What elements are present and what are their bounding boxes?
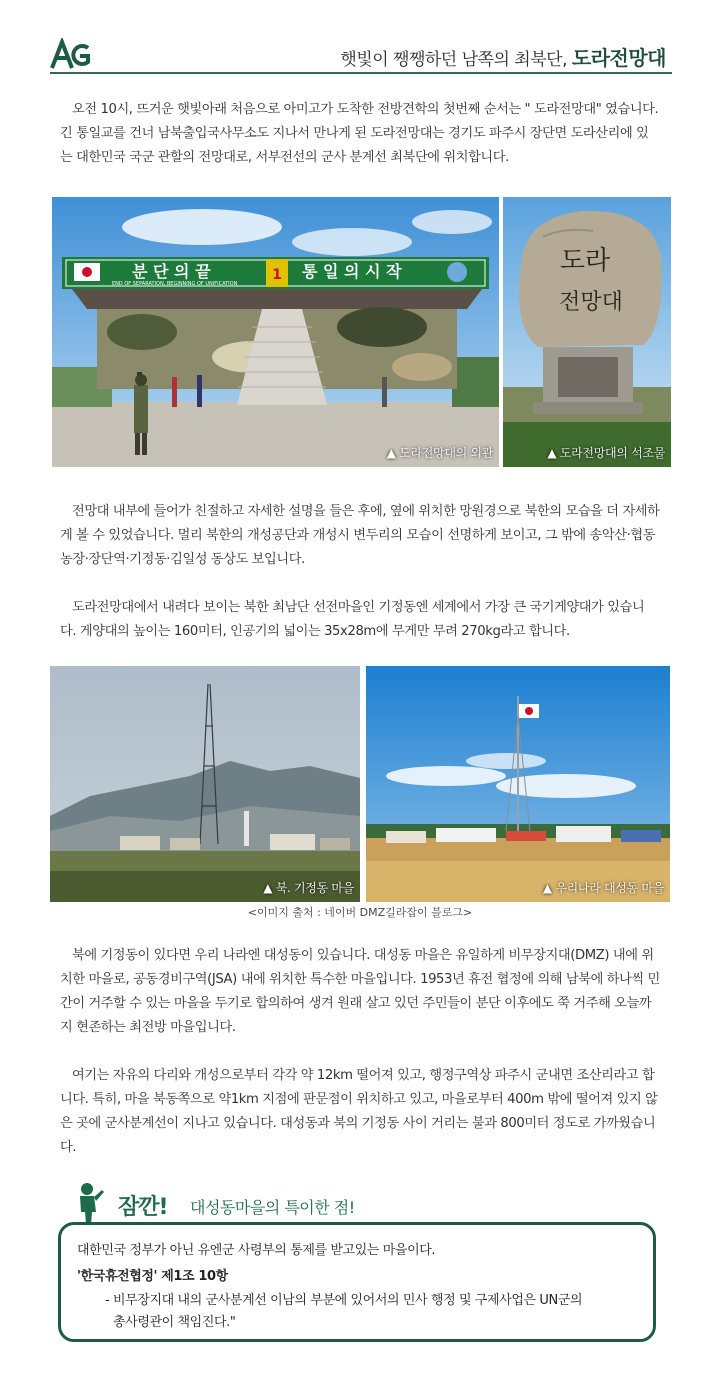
caption-north-village: ▲ 북. 기정동 마을 <box>263 881 354 895</box>
page-title <box>340 42 666 71</box>
paragraph-daeseongdong: 북에 기정동이 있다면 우리 나라엔 대성동이 있습니다. 대성동 마을은 유일하게 비무장지대(DMZ) 내에 위치한 마을로, 공동경비구역(JSA) 내에 위치한 특수한 마을입니다. 1953년 휴전 협정에 의해 남북에 하나씩 민간이 거주할 수 있는 마을을 두기로 합의하여 생겨 원래 살고 있던 주민들이 분단 이후에도 쭉 거주해 오늘까지 현존하는 최전방 마을입니다. <box>60 948 660 1035</box>
tip-line-4: 총사령관이 책임진다." <box>113 1315 236 1330</box>
title-prefix: 햇빛이 쨍쨍하던 남쪽의 최북단, <box>340 50 567 70</box>
paragraph-gijeongdong: 도라전망대에서 내려다 보이는 북한 최남단 선전마을인 기정동엔 세계에서 가장 큰 국기게양대가 있습니다. 게양대의 높이는 160미터, 인공기의 넓이는 35x28m에 무게만 무려 270kg라고 합니다. <box>60 600 645 639</box>
banner-subtitle: END OF SEPARATION, BEGINNING OF UNIFICATION <box>112 281 238 287</box>
intro-paragraph: 오전 10시, 뜨거운 햇빛아래 처음으로 아미고가 도착한 전방견학의 첫번째 순서는 " 도라전망대" 였습니다. 긴 통일교를 건너 남북출입국사무소도 지나서 만나게 된 도라전망대는 경기도 파주시 장단면 도라산리에 있는 대한민국 국군 관할의 전망대로, 서부전선의 군사 분계선 최북단에 위치합니다. <box>60 102 659 165</box>
title-highlight: 도라전망대 <box>571 46 666 70</box>
photo-north-village <box>50 666 360 902</box>
banner-badge: 1 <box>272 267 282 283</box>
tip-line-1: 대한민국 정부가 아닌 유엔군 사령부의 통제를 받고있는 마을이다. <box>77 1243 436 1258</box>
photo-stone-monument <box>503 197 671 467</box>
caption-exterior: ▲ 도라전망대의 외관 <box>386 446 493 460</box>
banner-text-right: 통 일 의 시 작 <box>302 262 402 281</box>
tip-header <box>72 1182 672 1226</box>
ag-logo-icon <box>50 38 90 70</box>
caption-south-village: ▲ 우리나라 대성동 마을 <box>542 881 664 895</box>
stone-text-line2: 전망대 <box>559 290 623 315</box>
paragraph-observation: 전망대 내부에 들어가 친절하고 자세한 설명을 들은 후에, 옆에 위치한 망원경으로 북한의 모습을 더 자세하게 볼 수 있었습니다. 멀리 북한의 개성공단과 개성시 변두리의 모습이 선명하게 보이고, 그 밖에 송악산·협동농장·장단역·기정동·김일성 동상도 보입니다. <box>60 504 660 567</box>
paragraph-location: 여기는 자유의 다리와 개성으로부터 각각 약 12km 떨어져 있고, 행정구역상 파주시 군내면 조산리라고 합니다. 특히, 마을 북동쪽으로 약1km 지점에 판문점이 위치하고 있고, 마을로부터 400m 밖에 떨어져 있지 않은 곳에 군사분계선이 지나고 있습니다. 대성동과 북의 기정동 사이 거리는 불과 800미터 정도로 가까웠습니다. <box>60 1068 658 1155</box>
banner-text-left: 분 단 의 끝 <box>132 262 211 281</box>
tip-title: 잠깐! <box>118 1195 168 1220</box>
tip-subtitle: 대성동마을의 특이한 점! <box>190 1198 355 1217</box>
soldier-salute-icon <box>72 1182 106 1224</box>
caption-stone: ▲ 도라전망대의 석조물 <box>547 446 665 460</box>
photo-south-village <box>366 666 670 902</box>
tip-line-2: '한국휴전협정' 제1조 10항 <box>77 1269 228 1284</box>
photo-observatory-exterior <box>52 197 499 467</box>
tip-line-3: - 비무장지대 내의 군사분계선 이남의 부분에 있어서의 민사 행정 및 구제사업은 UN군의 <box>105 1293 583 1308</box>
page-header <box>50 36 672 74</box>
image-source: <이미지 출처 : 네이버 DMZ길라잡이 블로그> <box>247 906 473 919</box>
tip-box <box>58 1222 656 1342</box>
stone-text-line1: 도라 <box>559 246 611 276</box>
